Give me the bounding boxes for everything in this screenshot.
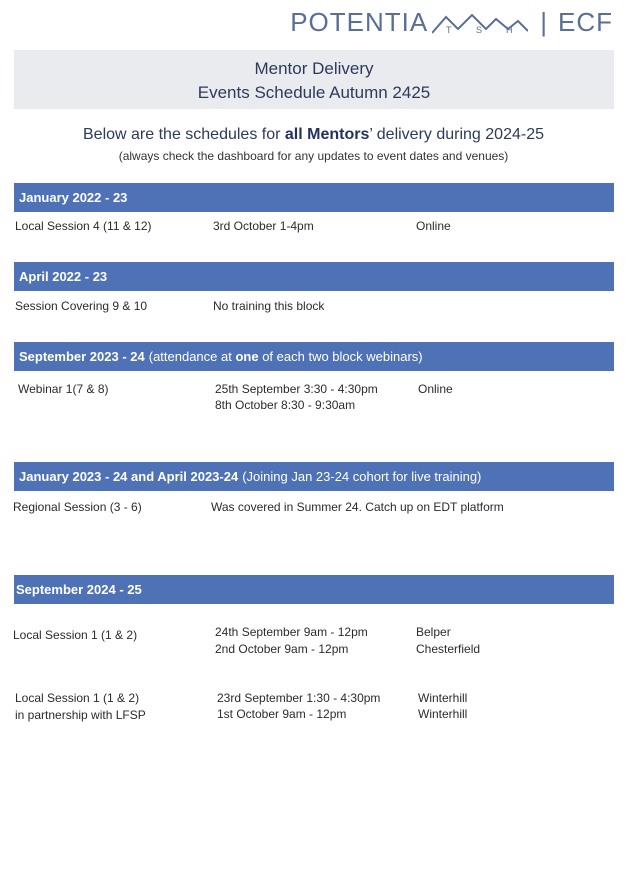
section-heading-text: April 2022 - 23	[19, 269, 108, 284]
section-heading-text: September 2023 - 24	[19, 349, 145, 364]
session-date-2: 1st October 9am - 12pm	[217, 707, 347, 721]
session-venue: Online	[418, 382, 453, 396]
section-heading-jan-2022	[14, 183, 614, 212]
section-heading-sep-2023	[14, 342, 614, 371]
session-name: Local Session 1 (1 & 2)	[13, 628, 138, 642]
session-venue-1: Belper	[416, 625, 451, 639]
session-date-2: 2nd October 9am - 12pm	[215, 642, 349, 656]
session-dates: 3rd October 1-4pm	[213, 219, 314, 233]
intro-before: Below are the schedules for	[83, 126, 285, 143]
roof-mountain-icon	[432, 9, 528, 35]
section-note	[149, 349, 423, 364]
section-heading-text: September 2024 - 25	[16, 582, 142, 597]
section-heading-sep-2024	[14, 575, 614, 604]
potentia-ecf-logo	[290, 6, 613, 38]
intro-note: (always check the dashboard for any updates to event dates and venues)	[118, 149, 509, 163]
section-heading-text: January 2022 - 23	[19, 190, 128, 205]
session-dates: No training this block	[213, 299, 325, 313]
session-dates: Was covered in Summer 24. Catch up on EDT platform	[211, 500, 504, 514]
intro-text	[0, 126, 627, 144]
session-venue-2: Winterhill	[418, 707, 468, 721]
session-name: Local Session 1 (1 & 2)	[15, 691, 140, 705]
svg-text:T: T	[446, 25, 453, 35]
title-box	[14, 50, 614, 109]
session-name: Session Covering 9 & 10	[15, 299, 148, 313]
session-date-1: 23rd September 1:30 - 4:30pm	[217, 691, 381, 705]
session-venue-1: Winterhill	[418, 691, 468, 705]
section-note-bold: one	[235, 349, 259, 364]
section-note-before: (attendance at	[148, 349, 236, 364]
session-date-2: 8th October 8:30 - 9:30am	[215, 398, 356, 412]
session-name: Regional Session (3 - 6)	[13, 500, 142, 514]
session-name-detail: in partnership with LFSP	[15, 708, 146, 722]
session-name: Webinar 1(7 & 8)	[18, 382, 109, 396]
session-date-1: 24th September 9am - 12pm	[215, 625, 368, 639]
section-heading-apr-2022	[14, 262, 614, 291]
section-heading-jan-apr-2023	[14, 462, 614, 491]
session-venue-2: Chesterfield	[416, 642, 481, 656]
session-date-1: 25th September 3:30 - 4:30pm	[215, 382, 378, 396]
intro-after: ’ delivery during 2024-25	[369, 126, 544, 143]
title-line-2: Events Schedule Autumn 2425	[197, 83, 431, 102]
title-line-1: Mentor Delivery	[254, 59, 374, 78]
svg-text:H: H	[506, 25, 514, 35]
section-heading-text: January 2023 - 24 and April 2023-24	[19, 469, 239, 484]
session-venue: Online	[416, 219, 451, 233]
session-name: Local Session 4 (11 & 12)	[15, 219, 152, 233]
svg-text:S: S	[476, 25, 484, 35]
logo-separator: |	[540, 6, 548, 37]
logo-wordmark: POTENTIA	[290, 6, 429, 37]
logo-ecf: ECF	[558, 6, 613, 37]
section-note: (Joining Jan 23-24 cohort for live training)	[242, 469, 482, 484]
section-note-after: of each two block webinars)	[258, 349, 423, 364]
intro-bold: all Mentors	[284, 126, 370, 143]
